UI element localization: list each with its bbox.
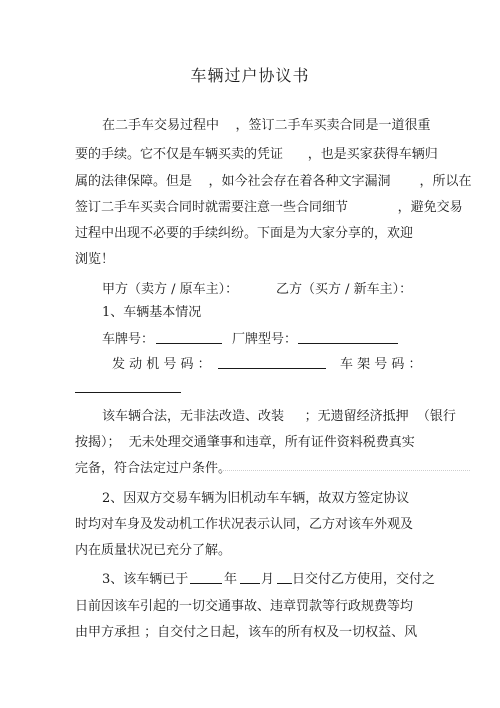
day-blank xyxy=(277,571,292,584)
dotted-divider xyxy=(220,470,470,471)
model-blank xyxy=(298,331,398,344)
frame-number-blank xyxy=(75,380,181,393)
year-blank xyxy=(190,571,222,584)
engine-number-label: 发 动 机 号 码 ： xyxy=(112,357,211,372)
plate-number-label: 车牌号： xyxy=(102,332,155,347)
intro-line-3: 属的法律保障。但是 ，如今社会存在着各种文字漏洞 ，所以在 xyxy=(75,174,472,189)
intro-line-1: 在二手车交易过程中 ，签订二手车买卖合同是一道很重 xyxy=(102,118,431,133)
month-blank xyxy=(240,571,260,584)
intro-line-5: 过程中出现不必要的手续纠纷。下面是为大家分享的，欢迎 xyxy=(75,226,414,241)
intro-line-6: 浏览！ xyxy=(75,252,115,267)
document-title: 车辆过户协议书 xyxy=(190,66,310,85)
section-3-intro: 3、该车辆已于 xyxy=(102,572,189,587)
section-2-line-2: 时均对车身及发动机工作状况表示认同，乙方对该车外观及 xyxy=(75,517,414,532)
month-label: 月 xyxy=(261,572,275,587)
party-b-label: 乙方（买方 / 新车主）： xyxy=(276,282,413,297)
party-a-label: 甲方（卖方 / 原车主）： xyxy=(102,282,239,297)
legal-line-2: 按揭）； 无未处理交通肇事和违章，所有证件资料税费真实 xyxy=(75,435,415,450)
plate-number-blank xyxy=(156,331,222,344)
section-2-line-3: 内在质量状况已充分了解。 xyxy=(75,543,232,558)
model-label: 厂牌型号： xyxy=(232,332,298,347)
engine-number-blank xyxy=(218,356,326,369)
section-1-heading: 1、车辆基本情况 xyxy=(102,305,202,320)
section-2-line-1: 2、因双方交易车辆为旧机动车车辆，故双方签定协议 xyxy=(102,491,410,506)
intro-line-2: 要的手续。它不仅是车辆买卖的凭证 ，也是买家获得车辆归 xyxy=(75,147,438,162)
legal-line-3: 完备，符合法定过户条件。 xyxy=(75,461,232,476)
frame-number-label: 车 架 号 码 ： xyxy=(340,357,422,372)
section-3-line-3: 由甲方承担 ；自交付之日起，该车的所有权及一切权益、风 xyxy=(75,625,418,640)
year-label: 年 xyxy=(224,572,238,587)
intro-line-4: 签订二手车买卖合同时就需要注意一些合同细节 ，避免交易 xyxy=(75,200,463,215)
legal-line-1: 该车辆合法，无非法改造、改装 ；无遗留经济抵押 （银行 xyxy=(102,409,456,424)
day-label: 日交付乙方使用，交付之 xyxy=(292,572,436,587)
section-3-line-2: 日前因该车引起的一切交通事故、违章罚款等行政规费等均 xyxy=(75,599,414,614)
